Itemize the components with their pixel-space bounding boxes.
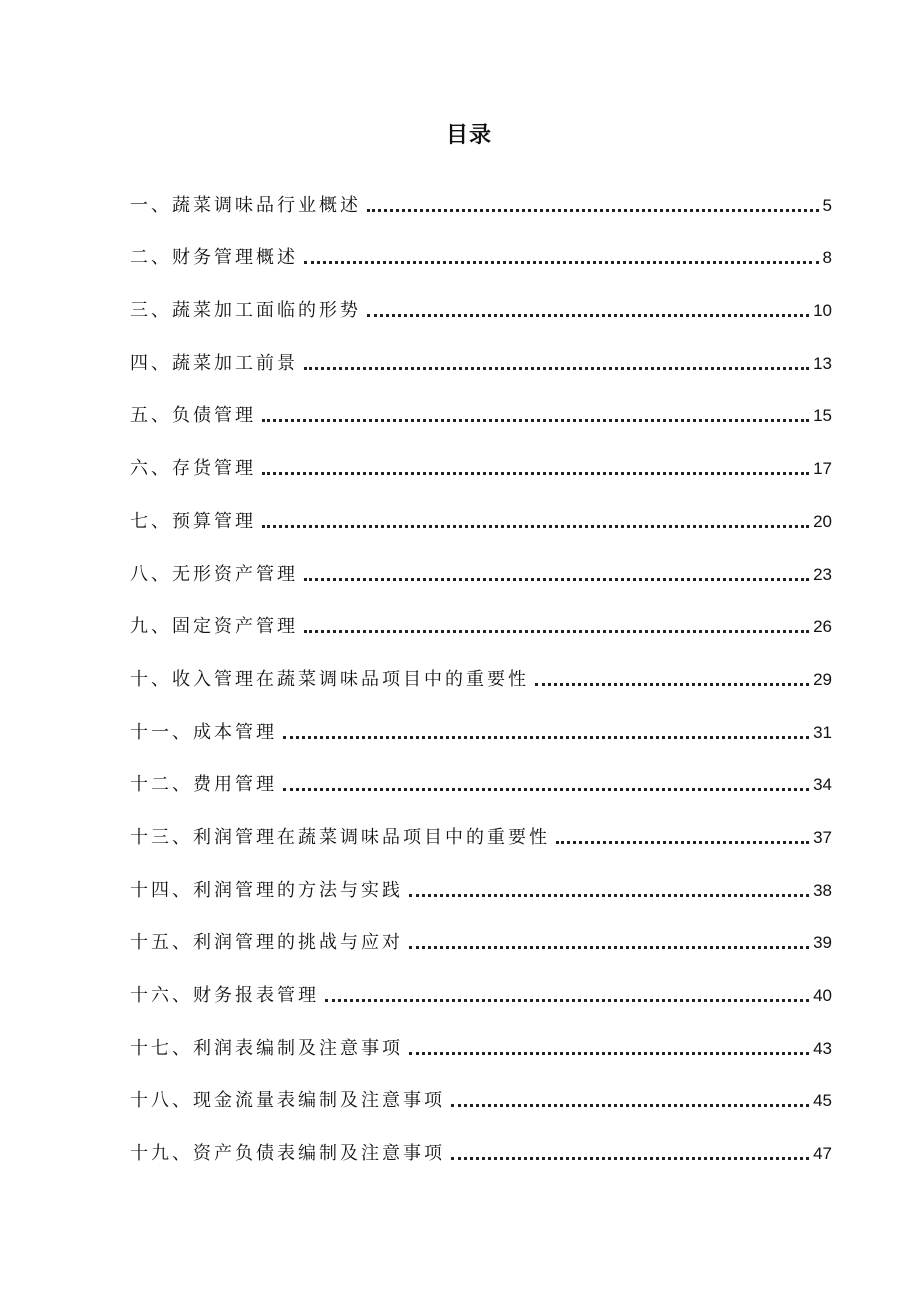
toc-entry-label: 二、财务管理概述 [130, 247, 298, 269]
toc-entry-label: 九、固定资产管理 [130, 616, 298, 638]
toc-dot-leader [262, 472, 809, 475]
toc-entry-label: 十二、费用管理 [130, 774, 277, 796]
toc-entry[interactable] [130, 812, 832, 865]
toc-dot-leader [262, 525, 809, 528]
toc-title: 目录 [445, 123, 492, 148]
toc-entry-page: 29 [813, 669, 832, 689]
toc-dot-leader [304, 578, 809, 581]
toc-entry[interactable] [130, 1128, 832, 1181]
toc-dot-leader [409, 1052, 809, 1055]
toc-entry[interactable] [130, 760, 832, 813]
toc-entry[interactable] [130, 391, 832, 444]
toc-entry-page: 13 [813, 353, 832, 373]
toc-entry[interactable] [130, 707, 832, 760]
toc-entry[interactable] [130, 654, 832, 707]
toc-entry[interactable] [130, 338, 832, 391]
toc-entry-page: 43 [813, 1038, 832, 1058]
toc-entry-label: 十八、现金流量表编制及注意事项 [130, 1090, 445, 1112]
toc-dot-leader [283, 736, 809, 739]
toc-entry[interactable] [130, 970, 832, 1023]
toc-dot-leader [451, 1104, 809, 1107]
toc-entry-page: 20 [813, 511, 832, 531]
toc-entry[interactable] [130, 918, 832, 971]
toc-entry-label: 十七、利润表编制及注意事项 [130, 1037, 403, 1059]
toc-entry-page: 31 [813, 722, 832, 742]
toc-entry-label: 十、收入管理在蔬菜调味品项目中的重要性 [130, 668, 529, 690]
toc-entry-label: 三、蔬菜加工面临的形势 [130, 300, 361, 322]
toc-dot-leader [409, 946, 809, 949]
toc-entry-label: 十一、成本管理 [130, 721, 277, 743]
toc-entry-label: 十五、利润管理的挑战与应对 [130, 932, 403, 954]
toc-entry[interactable] [130, 865, 832, 918]
toc-dot-leader [262, 419, 809, 422]
toc-entry-label: 四、蔬菜加工前景 [130, 352, 298, 374]
toc-entry[interactable] [130, 180, 832, 233]
toc-entry-page: 8 [822, 248, 832, 268]
toc-entry-label: 八、无形资产管理 [130, 563, 298, 585]
toc-list [130, 180, 832, 1181]
toc-entry[interactable] [130, 233, 832, 286]
toc-dot-leader [409, 894, 809, 897]
toc-entry-label: 七、预算管理 [130, 510, 256, 532]
toc-entry-page: 47 [813, 1144, 832, 1164]
toc-entry[interactable] [130, 285, 832, 338]
toc-dot-leader [304, 367, 809, 370]
toc-dot-leader [325, 999, 809, 1002]
toc-entry-label: 十九、资产负债表编制及注意事项 [130, 1143, 445, 1165]
toc-entry[interactable] [130, 602, 832, 655]
toc-entry[interactable] [130, 549, 832, 602]
toc-dot-leader [451, 1157, 809, 1160]
toc-entry-label: 十三、利润管理在蔬菜调味品项目中的重要性 [130, 826, 550, 848]
toc-entry-page: 38 [813, 880, 832, 900]
toc-dot-leader [304, 630, 809, 633]
toc-entry-label: 十六、财务报表管理 [130, 985, 319, 1006]
toc-entry-page: 40 [813, 986, 832, 1005]
toc-entry-page: 23 [813, 564, 832, 584]
toc-entry-page: 37 [813, 827, 832, 847]
toc-entry-label: 一、蔬菜调味品行业概述 [130, 194, 361, 216]
toc-entry-label: 十四、利润管理的方法与实践 [130, 879, 403, 901]
toc-entry-page: 34 [813, 775, 832, 795]
toc-entry-page: 39 [813, 933, 832, 953]
toc-entry[interactable] [130, 1076, 832, 1129]
toc-entry-page: 45 [813, 1091, 832, 1111]
toc-entry-page: 15 [813, 406, 832, 426]
toc-dot-leader [535, 683, 809, 686]
toc-entry-label: 六、存货管理 [130, 458, 256, 480]
toc-entry[interactable] [130, 1023, 832, 1076]
toc-dot-leader [367, 314, 809, 317]
toc-entry-label: 五、负债管理 [130, 405, 256, 427]
toc-dot-leader [556, 841, 809, 844]
toc-entry-page: 26 [813, 617, 832, 637]
toc-dot-leader [367, 209, 819, 212]
toc-entry-page: 17 [813, 459, 832, 479]
toc-entry[interactable] [130, 443, 832, 496]
toc-entry-page: 10 [813, 301, 832, 321]
toc-dot-leader [304, 261, 819, 264]
toc-dot-leader [283, 788, 809, 791]
toc-entry-page: 5 [822, 195, 832, 215]
toc-entry[interactable] [130, 496, 832, 549]
